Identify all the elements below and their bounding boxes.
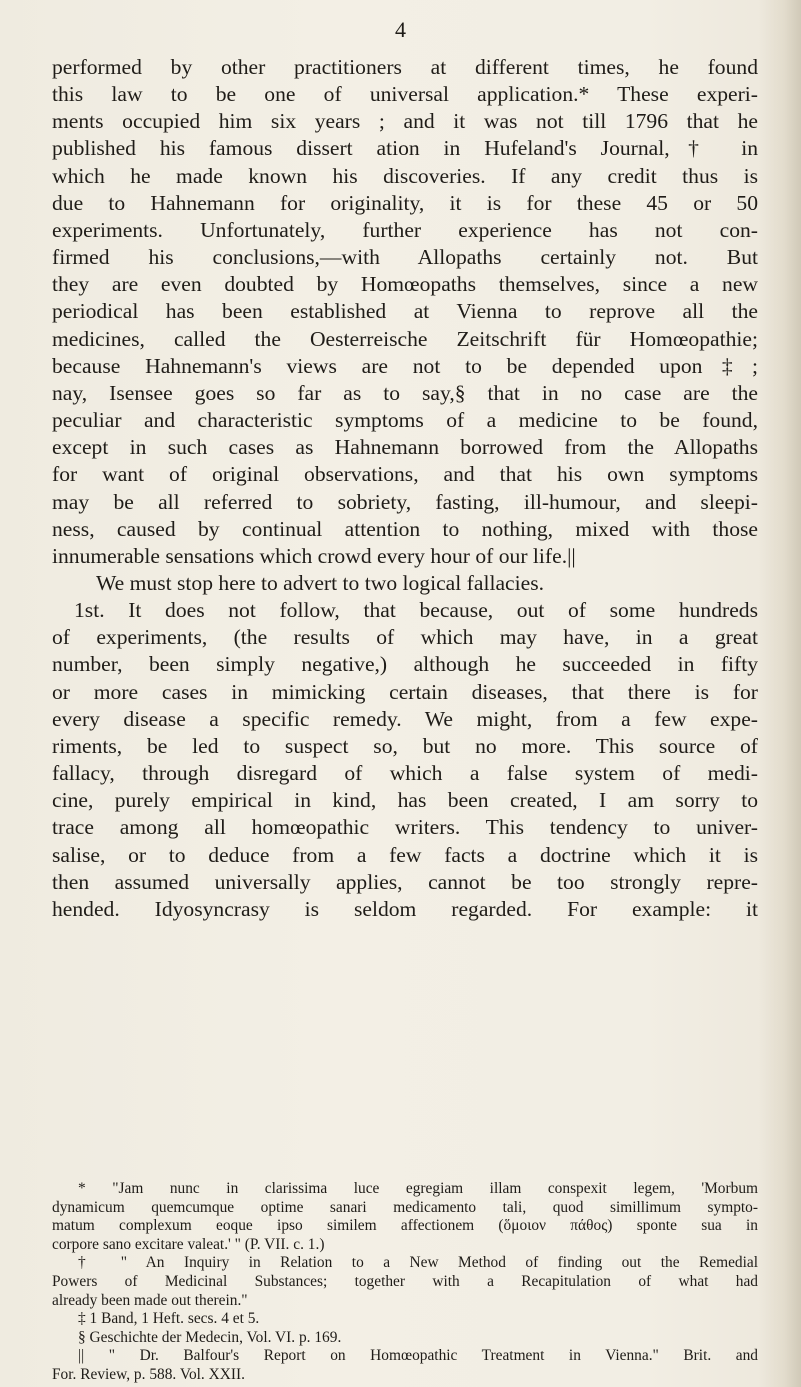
body-line: then assumed universally applies, cannot be too strongly repre- bbox=[52, 869, 758, 894]
body-line: this law to be one of universal application.* These experi- bbox=[52, 82, 758, 107]
body-line: periodical has been established at Vienna to reprove all the bbox=[52, 299, 758, 324]
body-line: riments, be led to suspect so, but no more. This source of bbox=[52, 733, 758, 758]
body-line: for want of original observations, and that his own symptoms bbox=[52, 462, 758, 487]
body-line: hended. Idyosyncrasy is seldom regarded. For example: it bbox=[52, 896, 758, 921]
body-line: due to Hahnemann for originality, it is for these 45 or 50 bbox=[52, 190, 758, 215]
body-line: cine, purely empirical in kind, has been created, I am sorry to bbox=[52, 788, 758, 813]
body-line: number, been simply negative,) although he succeeded in fifty bbox=[52, 652, 758, 677]
footnote-line: ‡ 1 Band, 1 Heft. secs. 4 et 5. bbox=[78, 1310, 260, 1328]
footnote-line: already been made out therein." bbox=[52, 1291, 248, 1309]
body-line: ness, caused by continual attention to nothing, mixed with those bbox=[52, 516, 758, 541]
body-line: ments occupied him six years ; and it was not till 1796 that he bbox=[52, 109, 758, 134]
footnote-line: corpore sano excitare valeat.' " (P. VII. c. 1.) bbox=[52, 1235, 325, 1253]
footnote-line: § Geschichte der Medecin, Vol. VI. p. 169. bbox=[78, 1328, 342, 1346]
body-line: may be all referred to sobriety, fasting, ill-humour, and sleepi- bbox=[52, 489, 758, 514]
body-line: We must stop here to advert to two logical fallacies. bbox=[96, 570, 544, 595]
footnote-line: † " An Inquiry in Relation to a New Method of finding out the Remedial bbox=[78, 1254, 758, 1272]
footnotes bbox=[52, 1180, 758, 1385]
page-number: 4 bbox=[395, 17, 406, 42]
body-line: which he made known his discoveries. If any credit thus is bbox=[52, 163, 758, 188]
footnote-line: For. Review, p. 588. Vol. XXII. bbox=[52, 1365, 245, 1383]
body-line: nay, Isensee goes so far as to say,§ that in no case are the bbox=[52, 380, 758, 405]
body-line: of experiments, (the results of which may have, in a great bbox=[52, 625, 758, 650]
body-line: innumerable sensations which crowd every hour of our life.|| bbox=[52, 543, 576, 568]
body-text bbox=[52, 54, 758, 923]
body-line: or more cases in mimicking certain diseases, that there is for bbox=[52, 679, 758, 704]
footnote-line: Powers of Medicinal Substances; together with a Recapitulation of what had bbox=[52, 1272, 758, 1290]
footnote-line: dynamicum quemcumque optime sanari medicamento tali, quod simillimum sympto- bbox=[52, 1198, 758, 1216]
body-line: experiments. Unfortunately, further experience has not con- bbox=[52, 217, 758, 242]
body-line: performed by other practitioners at different times, he found bbox=[52, 55, 758, 79]
footnote-line: matum complexum eoque ipso similem affectionem (ὅμοιον πάθος) sponte sua in bbox=[52, 1217, 758, 1235]
body-line: except in such cases as Hahnemann borrowed from the Allopaths bbox=[52, 435, 758, 460]
body-line: medicines, called the Oesterreische Zeitschrift für Homœopathie; bbox=[52, 326, 758, 351]
body-line: salise, or to deduce from a few facts a doctrine which it is bbox=[52, 842, 758, 867]
body-line: because Hahnemann's views are not to be depended upon‡; bbox=[52, 353, 758, 378]
body-line: 1st. It does not follow, that because, out of some hundreds bbox=[74, 598, 758, 623]
body-line: fallacy, through disregard of which a false system of medi- bbox=[52, 761, 758, 786]
body-line: peculiar and characteristic symptoms of a medicine to be found, bbox=[52, 408, 758, 433]
footnote-line: * "Jam nunc in clarissima luce egregiam illam conspexit legem, 'Morbum bbox=[78, 1180, 758, 1197]
body-line: every disease a specific remedy. We might, from a few expe- bbox=[52, 706, 758, 731]
body-line: published his famous dissert ation in Hufeland's Journal,† in bbox=[52, 136, 758, 161]
body-line: they are even doubted by Homœopaths themselves, since a new bbox=[52, 272, 758, 297]
footnote-line: || " Dr. Balfour's Report on Homœopathic Treatment in Vienna." Brit. and bbox=[78, 1347, 758, 1365]
body-line: firmed his conclusions,—with Allopaths certainly not. But bbox=[52, 245, 758, 270]
page-edge-shadow bbox=[759, 0, 801, 1387]
body-line: trace among all homœopathic writers. This tendency to univer- bbox=[52, 815, 758, 840]
